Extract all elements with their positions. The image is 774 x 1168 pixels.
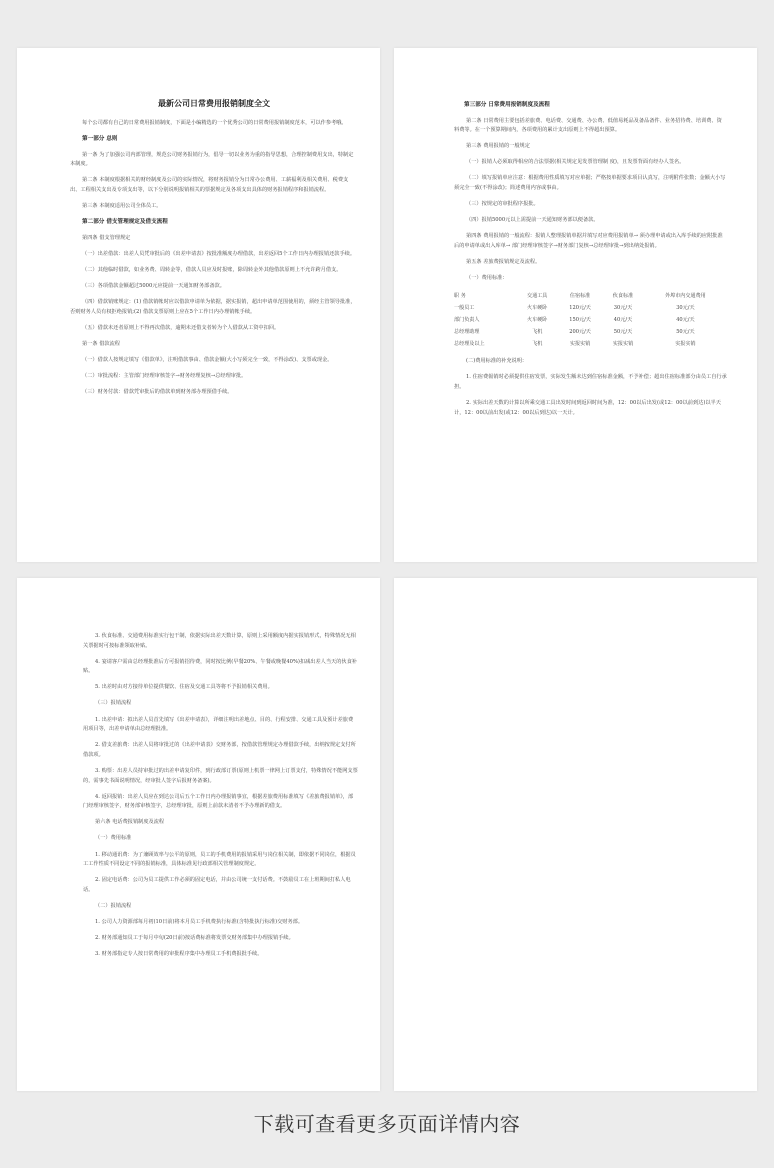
paragraph: 3. 购票：出差人员持审批过的出差申请复印件，到行政部订票(原则上机票一律网上订票支付，特殊情况不能网支票的，需事先书面说明情况，经审批人签字后报财务备案)。 xyxy=(83,767,358,784)
table-cell: 200元/天 xyxy=(569,329,591,336)
paragraph: 第二条 本制度根据相关的财经制度及公司的实际情况，将财务报销分为日常办公费用、工薪福利及相关费用、税费支出、工程相关支出及专项支出等，以下分别说明报销相关的票据规定及各项支出具体的财务报销程序和报销流程。 xyxy=(70,177,349,193)
table-cell: 实报实销 xyxy=(675,341,696,348)
paragraph: （二）其他临时借款，如业务费、周转金等，借款人员应及时报账，除周转金外其他借款原则上不允许跨月借支。 xyxy=(82,266,342,273)
table-cell: 火车硬卧 xyxy=(527,305,548,312)
table-header-cell: 职 务 xyxy=(454,293,466,300)
paragraph: 第四条 借支管理规定 xyxy=(82,234,131,241)
paragraph: （四）报销5000元以上需提前一天通知财务部以便备款。 xyxy=(466,217,599,224)
table-header-cell: 交通工具 xyxy=(527,293,548,300)
table-cell: 部门负责人 xyxy=(454,317,480,324)
paragraph: 第六条 电话费报销制度及流程 xyxy=(95,819,165,826)
table-header-cell: 外埠市内交通费用 xyxy=(665,293,706,300)
table-row xyxy=(454,302,727,314)
more-pages-caption[interactable]: 下载可查看更多页面详情内容 xyxy=(253,1112,521,1136)
table-cell: 飞机 xyxy=(532,329,543,336)
document-page-3 xyxy=(17,578,380,1091)
paragraph: （二）填写报销单应注意：根据费用性质填写对应单据；严格按单据要求项目认真写，注明附件张数；金额大小写须完全一致(不得涂改)；简述费用内容或事由。 xyxy=(454,175,726,191)
paragraph: 第四条 费用报销的一般流程：报销人整理报销单据并填写对应费用报销单→ 须办理申请或出入库手续的应附批准后的申请单或出入库单→ 部门经理审核签字→财务部门复核→总经理审批→到出纳处报销。 xyxy=(454,233,723,249)
table-row xyxy=(454,338,727,350)
paragraph: 第二条 日常费用主要包括差旅费、电话费、交通费、办公费、低值易耗品及备品备件、业务招待费、培训费、资料费等。在一个预算期间内，各项费用的累计支出原则上不得超出预算。 xyxy=(454,117,722,134)
paragraph: （一）费用标准 xyxy=(95,835,132,842)
paragraph: （三）各项借款金额超过5000元应提前一天通知财务部备款。 xyxy=(82,282,225,289)
table-cell: 50元/天 xyxy=(613,329,633,336)
paragraph: 1. 住宿费報销时必须提供住宿发票，实际发生额未达到住宿标准金额，不予补偿；超出住宿标准部分由员工自行承担。 xyxy=(454,374,727,390)
table-cell: 150元/天 xyxy=(569,317,591,324)
paragraph: （一）借款人按规定填写《借款单》，注明借款事由、借款金额(大小写须完全一致，不得涂改)、支票或现金。 xyxy=(82,356,333,363)
paragraph: 2. 实际出差天数的计算以所乘交通工具出发时间到返回时间为准，12：00以后出发(或12：00以前到达)以半天计，12：00以前出发(或12：00以后到达)以一天计。 xyxy=(454,399,721,416)
paragraph: 第三条 费用报销的一般规定 xyxy=(466,143,530,150)
table-cell: 30元/天 xyxy=(613,305,633,312)
document-title: 最新公司日常费用报销制度全文 xyxy=(158,99,270,108)
table-cell: 40元/天 xyxy=(676,317,695,324)
paragraph: （二）报销流程 xyxy=(95,902,132,909)
paragraph: 3. 财务部指定专人按日常费用的审批程序集中办理员工手机费报批手续。 xyxy=(95,951,263,958)
document-page-4-blank xyxy=(394,578,757,1091)
paragraph: （五）借款未还者原则上不得再次借款，逾期未还借支者转为个人借款从工资中扣回。 xyxy=(82,324,280,331)
paragraph: 第五条 差旅费报销规定及流程。 xyxy=(466,258,541,265)
section-heading: 第一部分 总则 xyxy=(82,136,118,143)
table-cell: 120元/天 xyxy=(569,305,591,312)
paragraph: 5. 出差时由对方接待单位提供餐饮、住宿及交通工具等将不予报销相关费用。 xyxy=(95,684,273,691)
paragraph: 3. 伙食标准、交通费用标准实行包干制，依据实际出差天数计算，原则上采用额度内据实报销形式，特殊情况无相关票据时可按标准领取补贴。 xyxy=(83,633,356,649)
paragraph: 4. 返回报销：出差人员应在到达公司后五个工作日内办理报销事宜，根据差旅费用标准填写《差旅费报销单》，部门经理审核签字，财务部审核签字，总经理审批，原则上前款未清者不予办理新的借支。 xyxy=(83,793,354,810)
table-row xyxy=(454,314,727,326)
paragraph: （一）出差借款：出差人员凭审批后的《出差申请表》按批准额度办理借款，出差返回5个工作日内办理报销还款手续。 xyxy=(82,250,356,257)
paragraph: 2. 借支差旅费：出差人员将审批过的《出差申请表》交财务部，按借款管理规定办理借款手续，出纳按规定支付所借款项。 xyxy=(83,742,356,758)
paragraph: （三）财务付款：借款凭审批后的借款单到财务部办理预借手续。 xyxy=(82,389,233,395)
paragraph: 第三条 本制度适用公司全体员工。 xyxy=(82,202,162,209)
table-cell: 一般员工 xyxy=(454,305,475,312)
table-cell: 飞机 xyxy=(532,341,543,348)
paragraph: 2. 固定电话费：公司为员工提供工作必须的固定电话，并由公司统一支付话费。不鼓励员工在上班期间打私人电话。 xyxy=(83,877,351,893)
paragraph: 4. 宴请客户需由总经理批准后方可报销招待费，同时按比例(早餐20%、午餐或晚餐40%)扣减出差人当天的伙食补贴。 xyxy=(83,658,357,675)
paragraph: 1. 公司人力资源部每月初(10日前)将本月员工手机费执行标准(含特批执行标准)交财务部。 xyxy=(95,918,304,925)
document-page-1 xyxy=(17,48,380,562)
paragraph: 1. 出差申请：拟出差人员首先填写《出差申请表》，详细注明出差地点、目的、行程安排、交通工具及预计差旅费用项目等，出差申请单由总经理批准。 xyxy=(83,716,354,733)
intro-paragraph: 每个公司都有自己的日常费用报销制度，下面是小编精选的一个优秀公司的日常费用报销制度范本，可以作参考哦。 xyxy=(82,120,347,126)
table-cell: 30元/天 xyxy=(676,305,695,312)
table-cell: 40元/天 xyxy=(613,317,633,324)
table-header-cell: 住宿标准 xyxy=(569,293,591,300)
paragraph: （三）按规定的审批程序报批。 xyxy=(466,201,539,208)
document-page-2 xyxy=(394,48,757,562)
paragraph: 2. 财务部通知员工于每月中旬(20日前)按话费标准将发票交财务部集中办理报销手续。 xyxy=(95,935,294,942)
table-cell: 总经理及以上 xyxy=(454,341,485,348)
paragraph: 第一条 借款流程 xyxy=(82,340,120,347)
table-cell: 总经理助理 xyxy=(454,329,480,336)
expense-standard-table xyxy=(454,290,727,350)
table-cell: 火车硬卧 xyxy=(527,317,548,324)
paragraph: （一）报销人必须取得相应的合法票据(相关规定见发票管理制 度)，且发票背面有经办人签名。 xyxy=(466,159,685,166)
paragraph: （三）报销流程 xyxy=(95,700,132,707)
table-row xyxy=(454,326,727,338)
table-cell: 实报实销 xyxy=(569,341,591,348)
section-heading: 第三部分 日常费用报销制度及流程 xyxy=(464,102,550,108)
table-header-cell: 伙食标准 xyxy=(612,293,634,300)
table-header-row xyxy=(454,290,727,302)
paragraph: （二）审批流程：主管部门经理审核签字→财务经理复核→总经理审批。 xyxy=(82,372,247,379)
paragraph: 1. 移动通讯费：为了兼顾效率与公平的原则，员工的手机费用的报销采用与岗位相关制，即依据不同岗位，根据员工工作性质不同设定不同的报销标准，具体标准见行政部相关管理制度规定。 xyxy=(83,851,356,868)
table-cell: 50元/天 xyxy=(676,329,695,336)
paragraph: 第一条 为了加强公司内部管理，规范公司财务报销行为，倡导一切以业务为重的指导思想，合理控制费用支出，特制定本制度。 xyxy=(70,151,354,168)
table-cell: 实报实销 xyxy=(612,341,634,348)
paragraph: (二)费用标准的补充说明： xyxy=(466,358,528,365)
paragraph: （一）费用标准： xyxy=(466,275,508,282)
section-heading: 第二部分 借支管理规定及借支流程 xyxy=(82,219,168,226)
paragraph: （四）借款销账规定：(1) 借款销帐时应以借款申请单为依据，据实报销，超出申请单范围使用的，须经主管领导批准，否则财务人员有权拒绝报销;(2) 借款支票原则上应在5个工作日内办理销帐手续。 xyxy=(70,298,356,315)
